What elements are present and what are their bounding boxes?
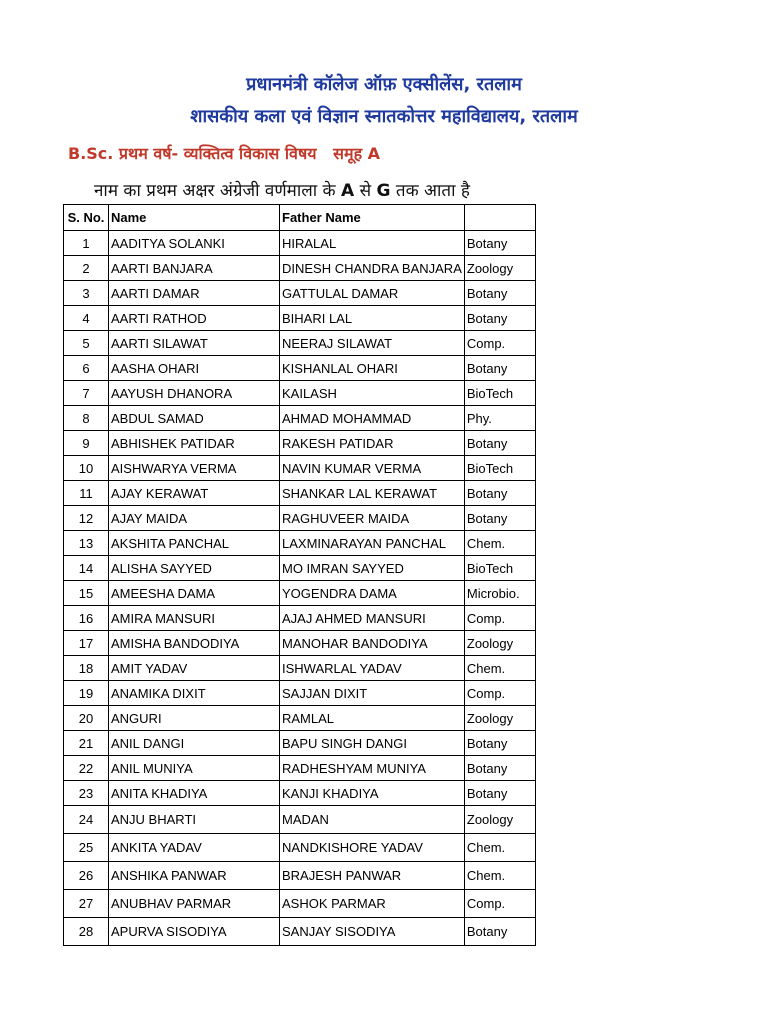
table-row xyxy=(64,556,536,581)
row-sno: 5 xyxy=(64,331,109,356)
row-father-name: BIHARI LAL xyxy=(280,306,465,331)
row-father-name: GATTULAL DAMAR xyxy=(280,281,465,306)
row-father-name: KANJI KHADIYA xyxy=(280,781,465,806)
row-father-name: AHMAD MOHAMMAD xyxy=(280,406,465,431)
row-sno: 6 xyxy=(64,356,109,381)
list-criteria xyxy=(94,178,470,201)
table-row xyxy=(64,406,536,431)
row-subject: Botany xyxy=(464,781,535,806)
row-sno: 11 xyxy=(64,481,109,506)
table-row xyxy=(64,331,536,356)
row-name: AJAY KERAWAT xyxy=(109,481,280,506)
row-subject: Microbio. xyxy=(464,581,535,606)
table-row xyxy=(64,781,536,806)
row-father-name: RADHESHYAM MUNIYA xyxy=(280,756,465,781)
table-row xyxy=(64,306,536,331)
row-sno: 13 xyxy=(64,531,109,556)
row-name: ANGURI xyxy=(109,706,280,731)
row-father-name: SANJAY SISODIYA xyxy=(280,918,465,946)
row-subject: Zoology xyxy=(464,806,535,834)
row-sno: 16 xyxy=(64,606,109,631)
row-name: AARTI BANJARA xyxy=(109,256,280,281)
row-sno: 23 xyxy=(64,781,109,806)
college-title: प्रधानमंत्री कॉलेज ऑफ़ एक्सीलेंस, रतलाम xyxy=(246,74,522,95)
row-name: AMISHA BANDODIYA xyxy=(109,631,280,656)
row-subject: Botany xyxy=(464,306,535,331)
row-father-name: RAMLAL xyxy=(280,706,465,731)
row-subject: Comp. xyxy=(464,681,535,706)
row-name: AISHWARYA VERMA xyxy=(109,456,280,481)
row-name: AADITYA SOLANKI xyxy=(109,231,280,256)
row-father-name: RAKESH PATIDAR xyxy=(280,431,465,456)
row-sno: 19 xyxy=(64,681,109,706)
row-subject: BioTech xyxy=(464,456,535,481)
row-name: ANIL MUNIYA xyxy=(109,756,280,781)
table-row xyxy=(64,431,536,456)
row-name: AJAY MAIDA xyxy=(109,506,280,531)
row-father-name: SAJJAN DIXIT xyxy=(280,681,465,706)
row-sno: 3 xyxy=(64,281,109,306)
table-row xyxy=(64,806,536,834)
row-subject: Botany xyxy=(464,281,535,306)
row-name: ANAMIKA DIXIT xyxy=(109,681,280,706)
row-name: AARTI RATHOD xyxy=(109,306,280,331)
criteria-text-3: तक आता है xyxy=(390,181,470,201)
row-name: ALISHA SAYYED xyxy=(109,556,280,581)
institution-title: शासकीय कला एवं विज्ञान स्नातकोत्तर महाविद्यालय, रतलाम xyxy=(190,106,578,127)
row-sno: 26 xyxy=(64,862,109,890)
row-father-name: KISHANLAL OHARI xyxy=(280,356,465,381)
row-name: AKSHITA PANCHAL xyxy=(109,531,280,556)
row-name: AARTI DAMAR xyxy=(109,281,280,306)
row-name: ANJU BHARTI xyxy=(109,806,280,834)
row-name: AARTI SILAWAT xyxy=(109,331,280,356)
student-table xyxy=(63,204,536,946)
row-father-name: HIRALAL xyxy=(280,231,465,256)
course-group-title: B.Sc. प्रथम वर्ष- व्यक्तित्व विकास विषय समूह A xyxy=(68,144,381,163)
table-row xyxy=(64,756,536,781)
table-row xyxy=(64,256,536,281)
row-sno: 28 xyxy=(64,918,109,946)
row-sno: 17 xyxy=(64,631,109,656)
table-row xyxy=(64,918,536,946)
table-row xyxy=(64,356,536,381)
row-father-name: DINESH CHANDRA BANJARA xyxy=(280,256,465,281)
criteria-letter-a: A xyxy=(341,181,355,201)
row-sno: 12 xyxy=(64,506,109,531)
row-sno: 1 xyxy=(64,231,109,256)
row-subject: Comp. xyxy=(464,890,535,918)
row-sno: 21 xyxy=(64,731,109,756)
header-subject xyxy=(464,205,535,231)
table-row xyxy=(64,281,536,306)
table-row xyxy=(64,834,536,862)
row-subject: Botany xyxy=(464,506,535,531)
row-sno: 2 xyxy=(64,256,109,281)
row-subject: Zoology xyxy=(464,631,535,656)
row-father-name: RAGHUVEER MAIDA xyxy=(280,506,465,531)
row-subject: Chem. xyxy=(464,862,535,890)
row-subject: Botany xyxy=(464,918,535,946)
row-sno: 10 xyxy=(64,456,109,481)
row-name: APURVA SISODIYA xyxy=(109,918,280,946)
row-name: ANITA KHADIYA xyxy=(109,781,280,806)
row-subject: Botany xyxy=(464,731,535,756)
row-father-name: BRAJESH PANWAR xyxy=(280,862,465,890)
row-father-name: YOGENDRA DAMA xyxy=(280,581,465,606)
header-father-name: Father Name xyxy=(280,205,465,231)
table-row xyxy=(64,681,536,706)
row-father-name: MO IMRAN SAYYED xyxy=(280,556,465,581)
row-father-name: ISHWARLAL YADAV xyxy=(280,656,465,681)
row-subject: Botany xyxy=(464,756,535,781)
table-row xyxy=(64,631,536,656)
row-name: AMEESHA DAMA xyxy=(109,581,280,606)
row-name: AASHA OHARI xyxy=(109,356,280,381)
row-sno: 7 xyxy=(64,381,109,406)
row-sno: 24 xyxy=(64,806,109,834)
table-row xyxy=(64,656,536,681)
row-father-name: SHANKAR LAL KERAWAT xyxy=(280,481,465,506)
table-row xyxy=(64,381,536,406)
table-row xyxy=(64,531,536,556)
row-father-name: MADAN xyxy=(280,806,465,834)
row-sno: 4 xyxy=(64,306,109,331)
row-subject: Comp. xyxy=(464,606,535,631)
row-subject: Phy. xyxy=(464,406,535,431)
criteria-text-2: से xyxy=(354,181,377,201)
table-row xyxy=(64,731,536,756)
table-row xyxy=(64,581,536,606)
row-name: AMIRA MANSURI xyxy=(109,606,280,631)
header-sno: S. No. xyxy=(64,205,109,231)
table-row xyxy=(64,890,536,918)
table-row xyxy=(64,481,536,506)
row-subject: Chem. xyxy=(464,834,535,862)
row-sno: 27 xyxy=(64,890,109,918)
row-sno: 15 xyxy=(64,581,109,606)
row-sno: 18 xyxy=(64,656,109,681)
row-name: ANIL DANGI xyxy=(109,731,280,756)
row-father-name: MANOHAR BANDODIYA xyxy=(280,631,465,656)
row-name: ANSHIKA PANWAR xyxy=(109,862,280,890)
row-father-name: NEERAJ SILAWAT xyxy=(280,331,465,356)
row-sno: 14 xyxy=(64,556,109,581)
table-row xyxy=(64,231,536,256)
row-sno: 8 xyxy=(64,406,109,431)
table-header-row xyxy=(64,205,536,231)
table-row xyxy=(64,706,536,731)
table-row xyxy=(64,862,536,890)
row-father-name: NANDKISHORE YADAV xyxy=(280,834,465,862)
row-father-name: BAPU SINGH DANGI xyxy=(280,731,465,756)
row-father-name: AJAJ AHMED MANSURI xyxy=(280,606,465,631)
criteria-text-1: नाम का प्रथम अक्षर अंग्रेजी वर्णमाला के xyxy=(94,181,342,201)
row-subject: Botany xyxy=(464,481,535,506)
row-name: ABDUL SAMAD xyxy=(109,406,280,431)
row-subject: Chem. xyxy=(464,531,535,556)
table-body xyxy=(64,231,536,946)
row-name: AMIT YADAV xyxy=(109,656,280,681)
row-subject: Botany xyxy=(464,431,535,456)
row-subject: Chem. xyxy=(464,656,535,681)
row-father-name: NAVIN KUMAR VERMA xyxy=(280,456,465,481)
row-subject: BioTech xyxy=(464,556,535,581)
row-sno: 22 xyxy=(64,756,109,781)
row-father-name: KAILASH xyxy=(280,381,465,406)
row-subject: Comp. xyxy=(464,331,535,356)
criteria-letter-g: G xyxy=(376,181,391,201)
row-father-name: ASHOK PARMAR xyxy=(280,890,465,918)
row-name: AAYUSH DHANORA xyxy=(109,381,280,406)
row-name: ABHISHEK PATIDAR xyxy=(109,431,280,456)
row-sno: 25 xyxy=(64,834,109,862)
row-subject: Zoology xyxy=(464,706,535,731)
table-row xyxy=(64,456,536,481)
row-subject: Botany xyxy=(464,356,535,381)
row-sno: 20 xyxy=(64,706,109,731)
header-name: Name xyxy=(109,205,280,231)
row-name: ANUBHAV PARMAR xyxy=(109,890,280,918)
table-row xyxy=(64,506,536,531)
table-row xyxy=(64,606,536,631)
row-subject: Botany xyxy=(464,231,535,256)
row-father-name: LAXMINARAYAN PANCHAL xyxy=(280,531,465,556)
row-sno: 9 xyxy=(64,431,109,456)
row-subject: Zoology xyxy=(464,256,535,281)
row-subject: BioTech xyxy=(464,381,535,406)
row-name: ANKITA YADAV xyxy=(109,834,280,862)
